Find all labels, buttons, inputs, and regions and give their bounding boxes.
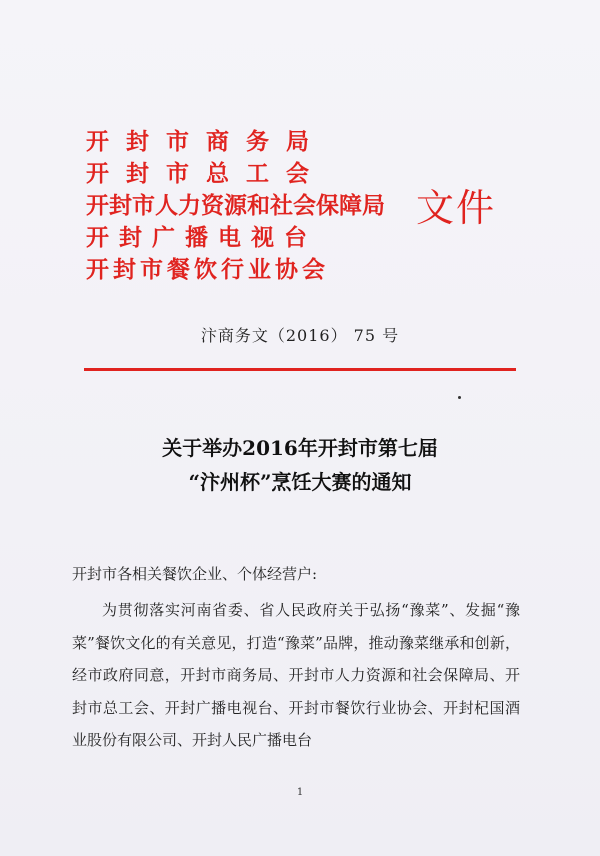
salutation: 开封市各相关餐饮企业、个体经营户: [72,565,318,583]
notice-title-line-2: “汴州杯”烹饪大赛的通知 [188,470,412,494]
red-header-rule [84,368,516,371]
page-number: 1 [296,787,304,798]
document-number: 汴商务文（2016） 75 号 [200,326,400,345]
notice-title-line-1: 关于举办2016年开封市第七届 [162,436,438,460]
issuer-trade-union: 开封市总工会 [86,160,326,187]
issuer-commerce-bureau: 开封市商务局 [86,128,326,155]
body-paragraph: 为贯彻落实河南省委、省人民政府关于弘扬“豫菜”、发掘“豫菜”餐饮文化的有关意见，打造“豫菜”品牌，推动豫菜继承和创新，经市政府同意，开封市商务局、开封市人力资源和社会保障局、开封市总工会、开封广播电视台、开封市餐饮行业协会、开封杞国酒业股份有限公司、开封人民广播电台 [72,601,520,749]
issuer-catering-association: 开封市餐饮行业协会 [86,256,329,283]
issuer-hr-social-security-bureau: 开封市人力资源和社会保障局 [86,192,385,219]
issuing-organizations [86,126,406,286]
issuer-broadcast-tv-station: 开封广播电视台 [86,224,317,251]
document-type-label: 文件 [416,186,497,230]
scan-speck [458,396,461,399]
